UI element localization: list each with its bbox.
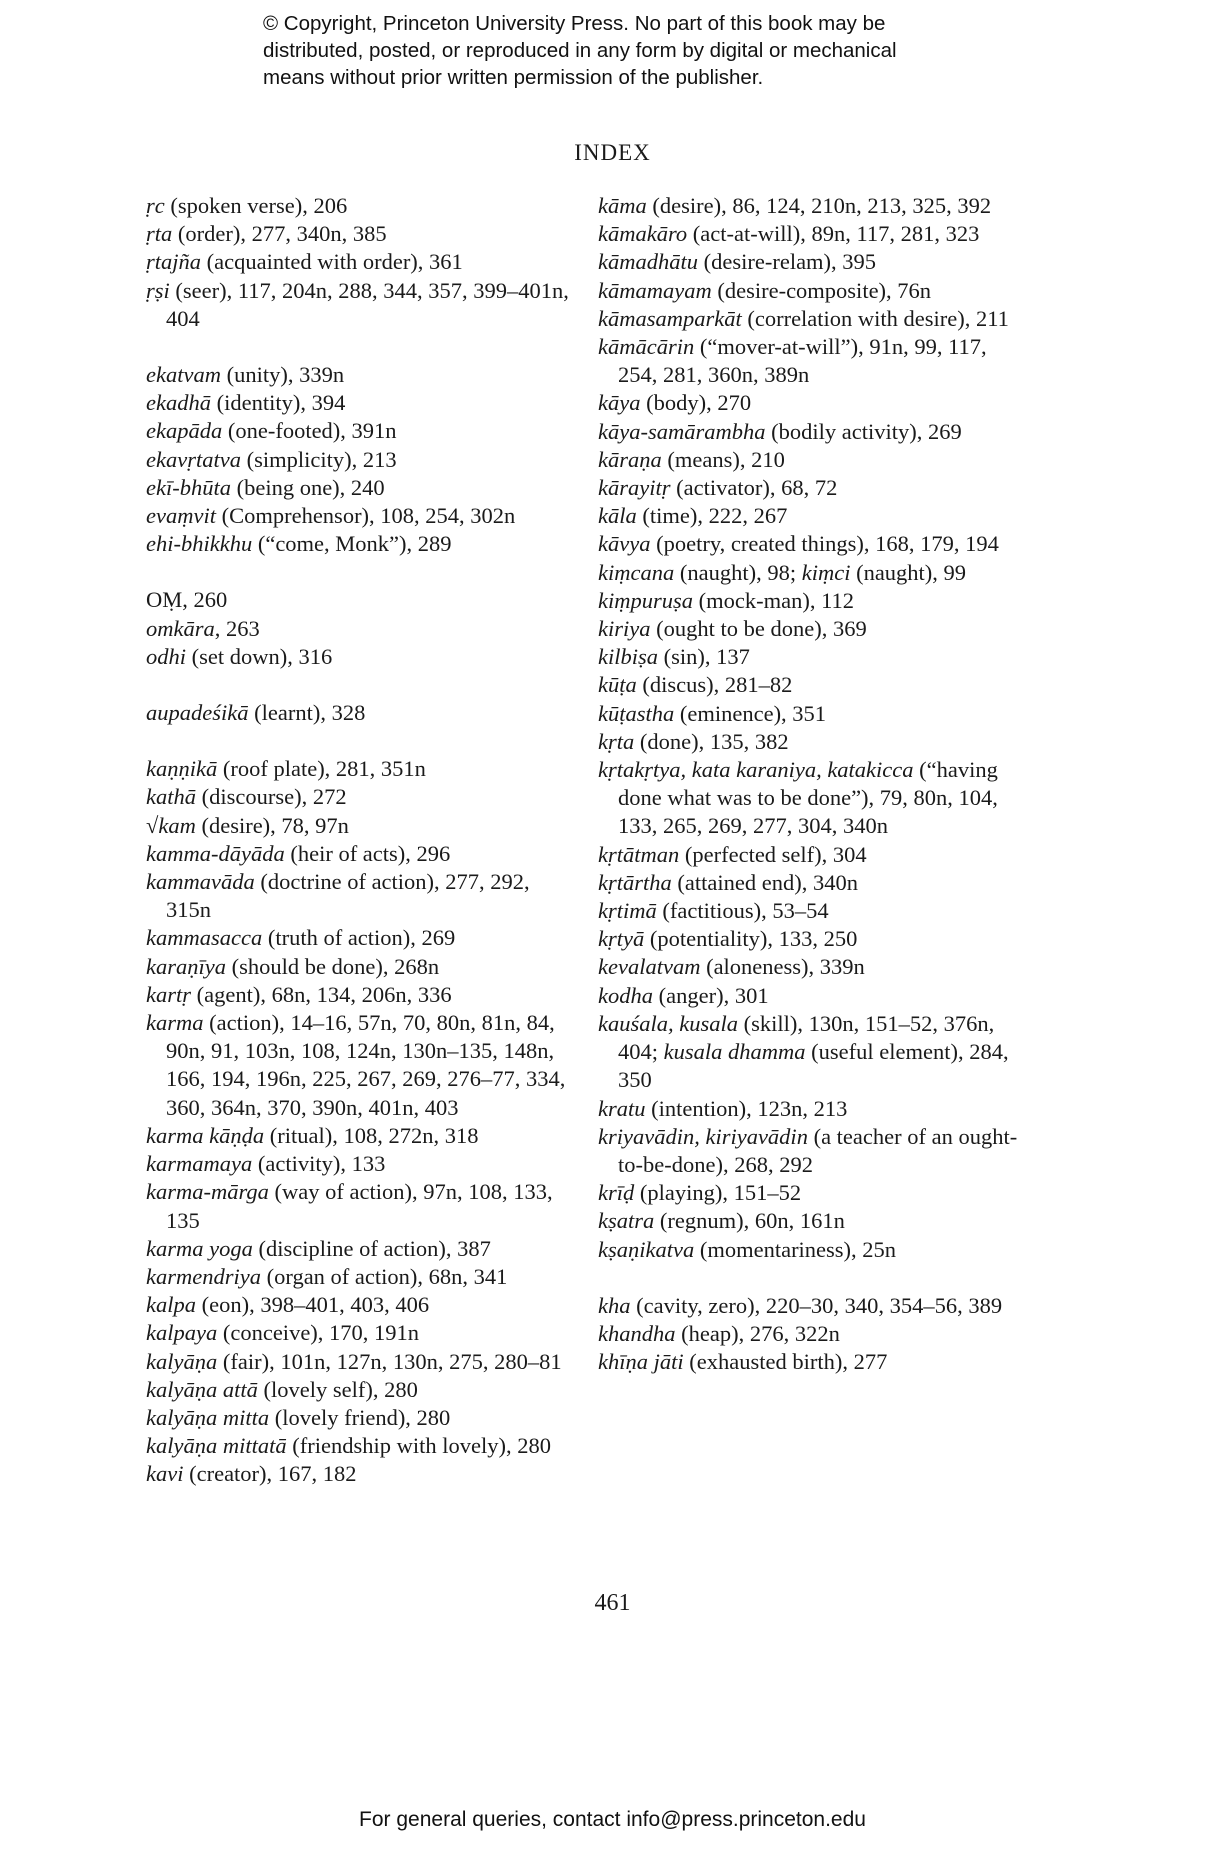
index-locators: (time), 222, 267 — [636, 503, 788, 529]
index-term: kalyāṇa attā — [146, 1376, 258, 1402]
index-term: kammasacca — [146, 925, 263, 951]
index-entry — [146, 615, 576, 643]
index-term: ekavṛtatva — [146, 446, 241, 472]
index-entry — [146, 1376, 576, 1404]
index-term: ekadhā — [146, 390, 211, 416]
index-locators: (“having done what was to be done”), 79, 80n, 104, 133, 265, 269, 277, 304, 340n — [618, 757, 998, 839]
index-column-left — [146, 192, 576, 1489]
index-entry — [598, 587, 1018, 615]
index-locators: (body), 270 — [640, 390, 752, 416]
index-locators: (correlation with desire), 211 — [741, 305, 1009, 331]
index-term: kāvya — [598, 531, 651, 557]
index-locators: (should be done), 268n — [225, 953, 440, 979]
index-entry — [146, 361, 576, 389]
index-locators: (heir of acts), 296 — [284, 840, 451, 866]
index-term: karma kāṇḍa — [146, 1122, 265, 1148]
index-term: ṛta — [146, 221, 173, 247]
index-locators: (mock-man), 112 — [693, 587, 854, 613]
index-term: kūṭa — [598, 672, 637, 698]
index-term: kāya-samārambha — [598, 418, 766, 444]
index-term: kiṃci — [801, 559, 851, 585]
index-term: kāmadhātu — [598, 249, 698, 275]
index-term: kalpa — [146, 1292, 196, 1318]
index-locators: (poetry, created things), 168, 179, 194 — [650, 531, 999, 557]
index-locators: (attained end), 340n — [671, 869, 858, 895]
index-term: kathā — [146, 784, 196, 810]
index-locators: (desire-relam), 395 — [698, 249, 877, 275]
index-term: krīḍ — [598, 1180, 635, 1206]
index-entry — [146, 417, 576, 445]
page-number: 461 — [594, 1590, 631, 1616]
index-locators: (discipline of action), 387 — [252, 1235, 491, 1261]
index-entry — [598, 869, 1018, 897]
index-entry — [146, 502, 576, 530]
index-entry — [598, 502, 1018, 530]
index-term: kṛta — [598, 728, 635, 754]
index-entry — [598, 559, 1018, 587]
index-term: kṛtimā — [598, 898, 657, 924]
index-term: kalyāṇa — [146, 1348, 218, 1374]
index-term: ekī-bhūta — [146, 474, 231, 500]
index-term: ṛc — [146, 193, 165, 218]
index-locators: (ought to be done), 369 — [650, 616, 867, 642]
index-term: ṛtajña — [146, 249, 202, 275]
index-term: kalpaya — [146, 1320, 218, 1346]
index-locators: (way of action), 97n, 108, 133, 135 — [166, 1179, 553, 1233]
index-entry — [598, 615, 1018, 643]
index-entry — [598, 333, 1018, 389]
index-locators: OṂ, 260 — [146, 587, 228, 613]
index-entry — [598, 474, 1018, 502]
index-locators: (anger), 301 — [653, 982, 769, 1008]
index-locators: (sin), 137 — [658, 644, 750, 670]
index-locators: (skill), 130n, 151–52, 376n, 404; — [618, 1010, 995, 1065]
index-term: khandha — [598, 1320, 676, 1346]
index-entry — [146, 220, 576, 248]
index-entry — [146, 699, 576, 727]
index-entry — [598, 1348, 1018, 1376]
index-term: kodha — [598, 982, 653, 1008]
index-term: khīṇa jāti — [598, 1349, 684, 1375]
index-term: kṛtātman — [598, 841, 680, 867]
index-locators: , 263 — [214, 615, 260, 641]
index-entry — [146, 1319, 576, 1347]
index-term: odhi — [146, 643, 187, 669]
index-locators: (means), 210 — [661, 446, 785, 472]
index-locators: (“come, Monk”), 289 — [252, 531, 452, 557]
index-entry — [146, 1150, 576, 1178]
index-term: karmendriya — [146, 1263, 261, 1289]
index-locators: (done), 135, 382 — [634, 728, 789, 754]
index-entry — [146, 1235, 576, 1263]
index-entry — [598, 418, 1018, 446]
index-entry — [598, 1320, 1018, 1348]
index-entry — [598, 305, 1018, 333]
copyright-line: means without prior written permission of the publisher. — [263, 66, 764, 89]
index-entry — [598, 530, 1018, 558]
index-locators: (identity), 394 — [210, 390, 346, 416]
index-locators: (eminence), 351 — [674, 700, 827, 726]
index-term: √kam — [146, 812, 196, 838]
index-locators: (ritual), 108, 272n, 318 — [264, 1122, 479, 1148]
index-locators: (exhausted birth), 277 — [683, 1349, 888, 1375]
index-entry — [598, 1123, 1018, 1179]
index-term: kammavāda — [146, 869, 255, 895]
index-entry — [598, 756, 1018, 841]
index-entry — [146, 474, 576, 502]
index-locators: (creator), 167, 182 — [183, 1461, 357, 1487]
index-term: kṛtyā — [598, 926, 645, 952]
index-entry — [598, 1095, 1018, 1123]
contact-footer: For general queries, contact info@press.princeton.edu — [359, 1808, 866, 1831]
index-locators: (factitious), 53–54 — [656, 898, 829, 924]
index-term: kāmācārin — [598, 334, 695, 360]
index-term: kāmakāro — [598, 221, 688, 247]
index-term: kāma — [598, 193, 647, 218]
index-term: kiṃpuruṣa — [598, 587, 693, 613]
index-term: evaṃvit — [146, 503, 216, 529]
index-term: karmamaya — [146, 1151, 253, 1177]
index-locators: (eon), 398–401, 403, 406 — [196, 1292, 430, 1318]
copyright-notice — [263, 10, 1023, 91]
index-entry — [598, 643, 1018, 671]
index-locators: (conceive), 170, 191n — [217, 1320, 420, 1346]
index-entry — [146, 924, 576, 952]
index-entry — [598, 953, 1018, 981]
index-term: kratu — [598, 1095, 646, 1121]
index-term: karma-mārga — [146, 1179, 269, 1205]
index-entry — [598, 925, 1018, 953]
index-entry — [146, 1009, 576, 1122]
index-locators: (organ of action), 68n, 341 — [260, 1263, 508, 1289]
index-entry — [146, 1291, 576, 1319]
index-term: ehi-bhikkhu — [146, 531, 253, 557]
index-locators: (friendship with lovely), 280 — [286, 1433, 551, 1459]
index-term: kiriya — [598, 616, 651, 642]
index-entry — [146, 192, 576, 220]
index-locators: (doctrine of action), 277, 292, 315n — [166, 869, 530, 923]
index-entry — [146, 1432, 576, 1460]
index-locators: (fair), 101n, 127n, 130n, 275, 280–81 — [217, 1348, 562, 1374]
index-term: ṛṣi — [146, 277, 170, 303]
index-entry — [146, 277, 576, 333]
index-entry — [146, 643, 576, 671]
index-locators: (desire), 86, 124, 210n, 213, 325, 392 — [646, 193, 992, 218]
index-locators: (lovely self), 280 — [257, 1376, 418, 1402]
index-term: kalyāṇa mittatā — [146, 1433, 287, 1459]
index-locators: (spoken verse), 206 — [164, 193, 348, 218]
index-locators: (act-at-will), 89n, 117, 281, 323 — [687, 221, 980, 247]
index-locators: (acquainted with order), 361 — [201, 249, 463, 275]
index-term: kūṭastha — [598, 700, 675, 726]
index-entry — [146, 1263, 576, 1291]
index-term: kāmamayam — [598, 277, 712, 303]
index-entry — [146, 840, 576, 868]
index-entry — [598, 841, 1018, 869]
index-entry — [598, 1292, 1018, 1320]
index-entry — [598, 192, 1018, 220]
index-term: kavi — [146, 1461, 184, 1487]
index-locators: (naught), 99 — [850, 559, 967, 585]
index-term: ekatvam — [146, 362, 221, 388]
index-entry — [146, 1178, 576, 1234]
index-locators: (desire-composite), 76n — [711, 277, 932, 303]
index-locators: (potentiality), 133, 250 — [644, 926, 858, 952]
index-term: kartṛ — [146, 981, 191, 1007]
index-locators: (cavity, zero), 220–30, 340, 354–56, 389 — [630, 1292, 1003, 1318]
index-locators: (roof plate), 281, 351n — [217, 756, 426, 782]
index-term: kevalatvam — [598, 954, 701, 980]
index-entry — [146, 953, 576, 981]
index-locators: (naught), 98; — [674, 559, 802, 585]
index-term: karaṇīya — [146, 953, 226, 979]
index-term: kusala dhamma — [663, 1039, 806, 1065]
index-term: kha — [598, 1292, 631, 1318]
index-term: kārayitṛ — [598, 475, 671, 501]
index-entry — [146, 783, 576, 811]
index-entry — [598, 1207, 1018, 1235]
index-entry — [146, 586, 576, 614]
index-locators: (a teacher of an ought-to-be-done), 268, 292 — [618, 1123, 1018, 1177]
index-entry — [146, 812, 576, 840]
index-locators: (perfected self), 304 — [679, 841, 867, 867]
index-entry — [146, 446, 576, 474]
index-locators: (simplicity), 213 — [240, 446, 397, 472]
index-locators: (action), 14–16, 57n, 70, 80n, 81n, 84, 90n, 91, 103n, 108, 124n, 130n–135, 148n, 166, 194, 196n, 225, 267, 269, 276–77, 334, 360, 364n, 370, 390n, 401n, 403 — [166, 1010, 566, 1120]
index-locators: (aloneness), 339n — [700, 954, 865, 980]
index-locators: (activity), 133 — [252, 1151, 386, 1177]
index-locators: (desire), 78, 97n — [195, 812, 349, 838]
index-locators: (agent), 68n, 134, 206n, 336 — [191, 981, 452, 1007]
index-entry — [598, 1236, 1018, 1264]
index-term: kṛtakṛtya, kata karaniya, katakicca — [598, 757, 914, 783]
index-locators: (regnum), 60n, 161n — [654, 1208, 845, 1234]
index-term: ekapāda — [146, 418, 223, 444]
index-entry — [146, 389, 576, 417]
index-entry — [146, 981, 576, 1009]
index-locators: (unity), 339n — [220, 362, 345, 388]
index-entry — [598, 446, 1018, 474]
index-entry — [598, 700, 1018, 728]
index-entry — [598, 1010, 1018, 1095]
index-locators: (bodily activity), 269 — [765, 418, 962, 444]
index-term: omkāra — [146, 615, 215, 641]
index-term: kriyavādin, kiriyavādin — [598, 1123, 808, 1149]
index-locators: (“mover-at-will”), 91n, 99, 117, 254, 281, 360n, 389n — [618, 334, 987, 388]
index-locators: (Comprehensor), 108, 254, 302n — [215, 503, 516, 529]
index-entry — [598, 248, 1018, 276]
index-term: karma — [146, 1010, 204, 1036]
index-locators: (truth of action), 269 — [262, 925, 456, 951]
index-entry — [146, 530, 576, 558]
index-locators: (seer), 117, 204n, 288, 344, 357, 399–401n, 404 — [166, 277, 569, 331]
index-term: kṣaṇikatva — [598, 1236, 695, 1262]
index-locators: (intention), 123n, 213 — [645, 1095, 848, 1121]
index-term: kāya — [598, 390, 641, 416]
index-entry — [598, 389, 1018, 417]
index-entry — [598, 982, 1018, 1010]
index-term: kṛtārtha — [598, 869, 672, 895]
index-term: kalyāṇa mitta — [146, 1404, 270, 1430]
index-term: kamma-dāyāda — [146, 840, 285, 866]
index-entry — [598, 671, 1018, 699]
index-entry — [146, 755, 576, 783]
page-title: INDEX — [574, 140, 651, 165]
index-term: aupadeśikā — [146, 700, 249, 726]
index-term: kauśala, kusala — [598, 1010, 738, 1036]
index-locators: (discus), 281–82 — [636, 672, 793, 698]
index-locators: (learnt), 328 — [248, 700, 366, 726]
index-locators: (being one), 240 — [230, 474, 385, 500]
index-locators: (activator), 68, 72 — [670, 475, 838, 501]
index-term: kilbiṣa — [598, 644, 658, 670]
index-term: kṣatra — [598, 1208, 655, 1234]
index-locators: (discourse), 272 — [196, 784, 347, 810]
index-locators: (order), 277, 340n, 385 — [172, 221, 387, 247]
index-entry — [146, 1460, 576, 1488]
index-entry — [598, 1179, 1018, 1207]
index-entry — [146, 1122, 576, 1150]
index-entry — [146, 248, 576, 276]
index-entry — [146, 1404, 576, 1432]
index-locators: (playing), 151–52 — [634, 1180, 802, 1206]
index-locators: (set down), 316 — [186, 643, 333, 669]
index-column-right — [598, 192, 1018, 1376]
copyright-line: distributed, posted, or reproduced in any form by digital or mechanical — [263, 39, 897, 62]
index-locators: (one-footed), 391n — [222, 418, 397, 444]
index-locators: (useful element), 284, 350 — [618, 1039, 1009, 1093]
index-entry — [598, 277, 1018, 305]
index-locators: (lovely friend), 280 — [269, 1404, 451, 1430]
copyright-line: © Copyright, Princeton University Press. No part of this book may be — [263, 12, 886, 35]
index-term: kiṃcana — [598, 559, 675, 585]
index-entry — [598, 897, 1018, 925]
index-term: kaṇṇikā — [146, 756, 218, 782]
index-term: kāraṇa — [598, 446, 662, 472]
index-locators: (momentariness), 25n — [694, 1236, 897, 1262]
index-entry — [598, 220, 1018, 248]
index-locators: (heap), 276, 322n — [675, 1320, 840, 1346]
index-entry — [598, 728, 1018, 756]
index-term: karma yoga — [146, 1235, 253, 1261]
index-term: kāla — [598, 503, 637, 529]
index-entry — [146, 1348, 576, 1376]
index-entry — [146, 868, 576, 924]
index-term: kāmasamparkāt — [598, 305, 742, 331]
